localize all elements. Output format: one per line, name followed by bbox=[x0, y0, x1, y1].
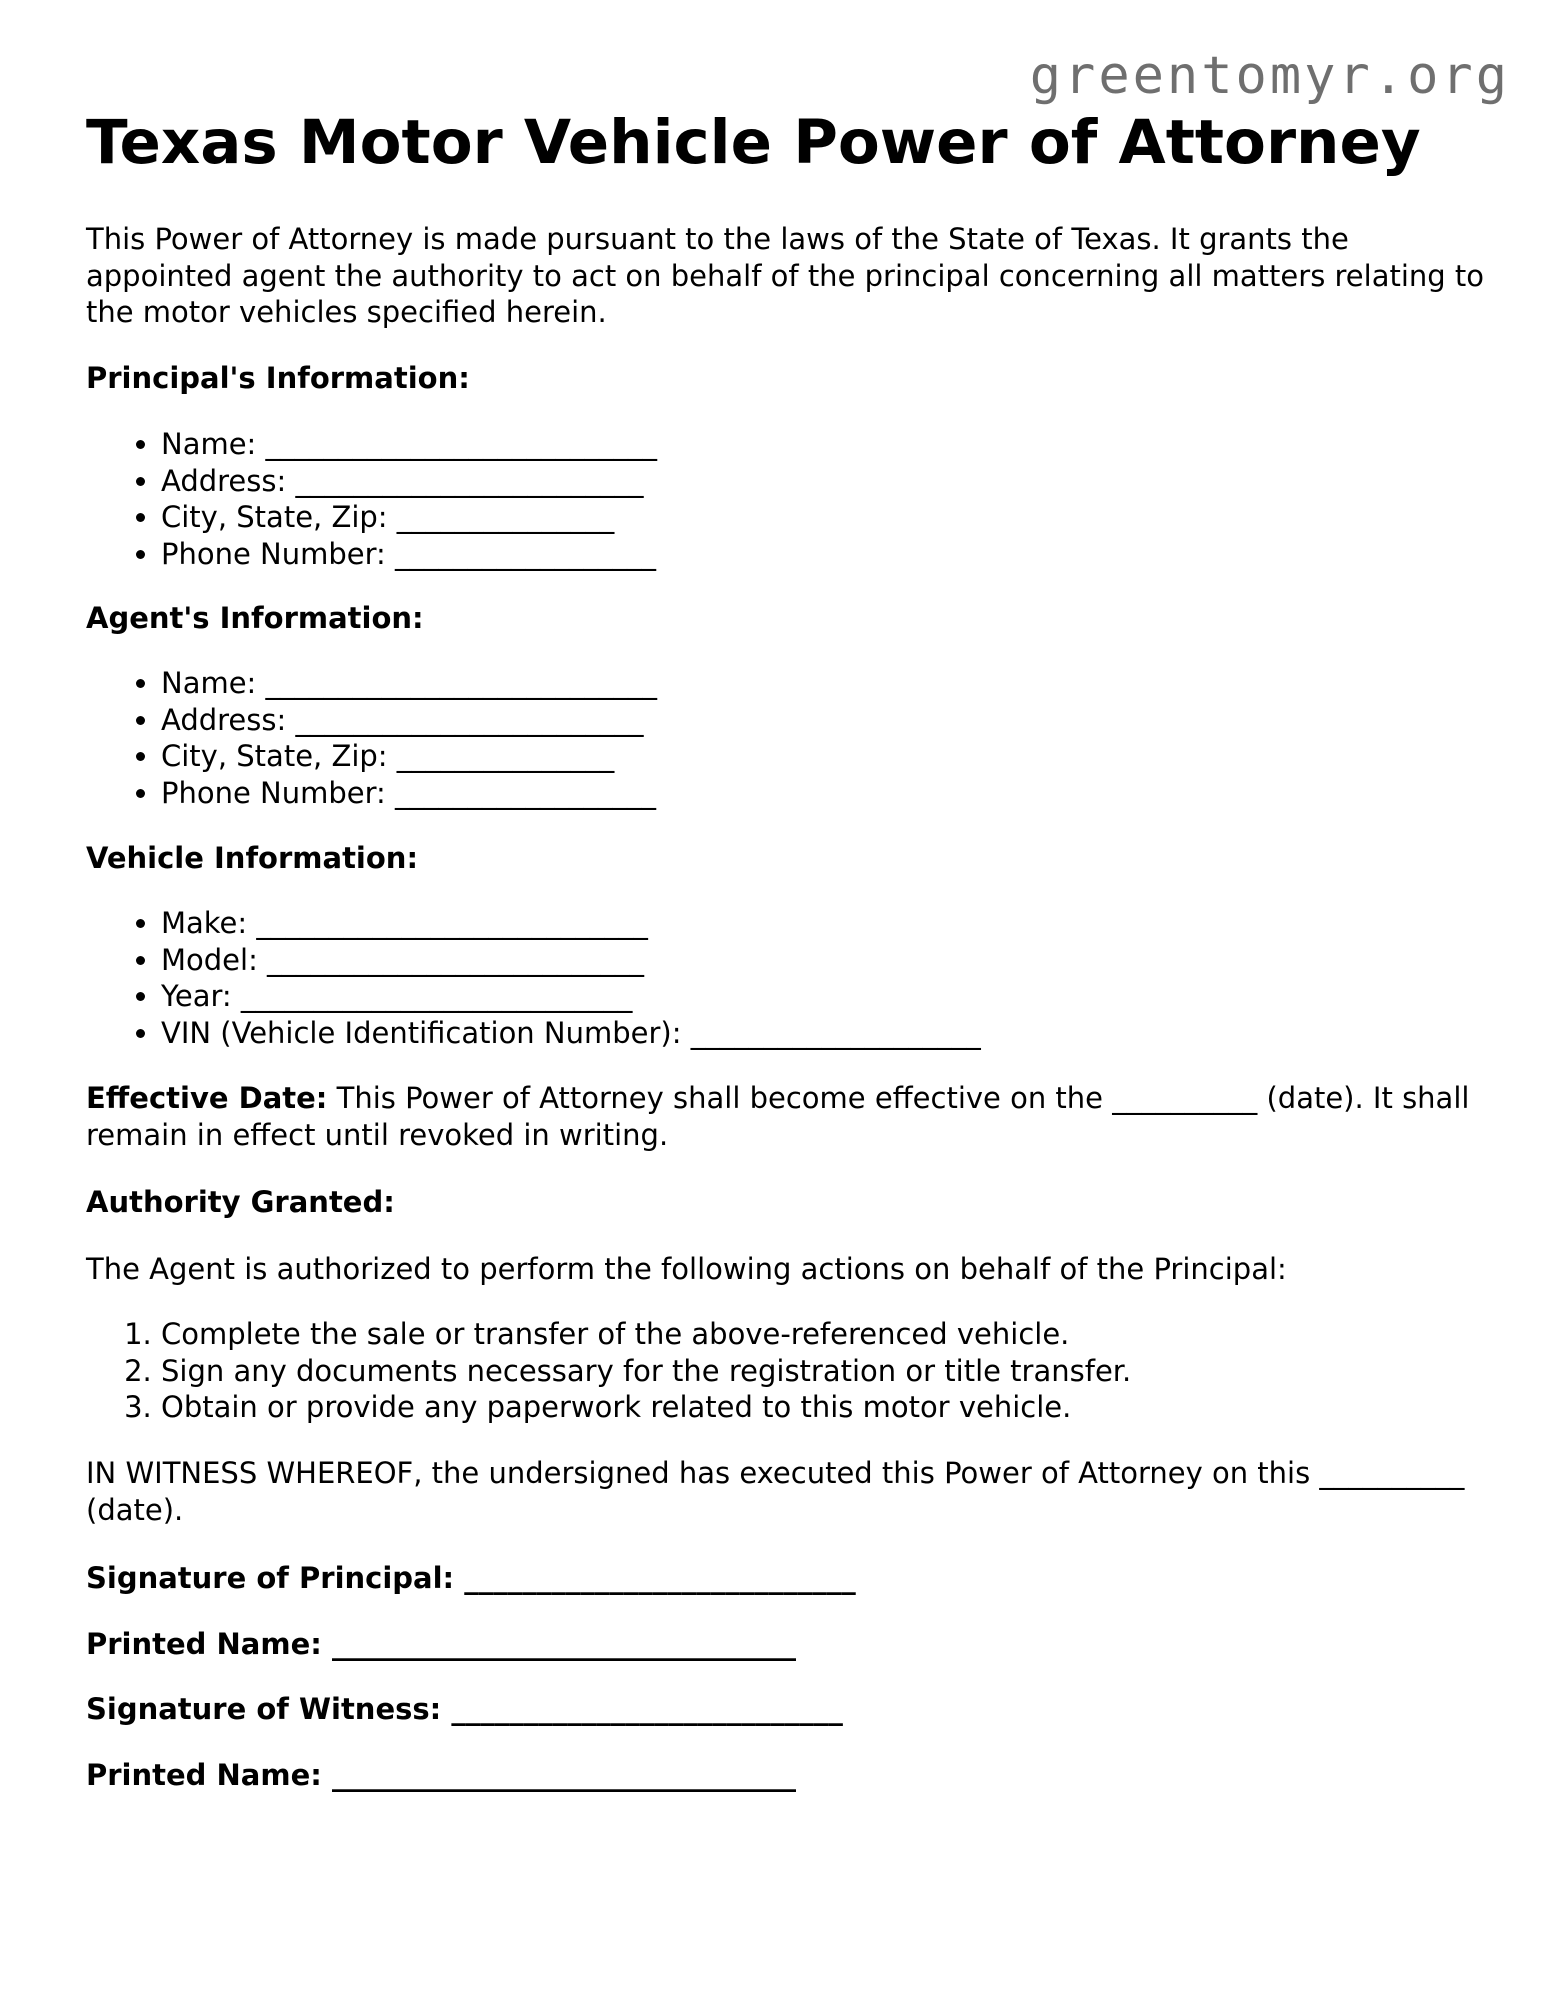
vehicle-make-field: • Make: ___________________________ bbox=[161, 905, 981, 942]
witness-printed-name-line: Printed Name: ________________________________ bbox=[86, 1758, 796, 1792]
principal-printed-name-line: Printed Name: ________________________________ bbox=[86, 1627, 796, 1661]
vehicle-year-field: • Year: ___________________________ bbox=[161, 978, 981, 1015]
principal-city-state-zip-field: • City, State, Zip: _______________ bbox=[161, 499, 657, 536]
agent-name-field: • Name: ___________________________ bbox=[161, 665, 657, 702]
intro-paragraph: This Power of Attorney is made pursuant to the laws of the State of Texas. It grants the appointed agent the authority to act on behalf of the principal concerning all matters relating to the motor vehicles specified herein. bbox=[86, 222, 1485, 329]
effective-date-paragraph bbox=[86, 1080, 1486, 1153]
agent-address-field: • Address: ________________________ bbox=[161, 702, 657, 739]
witness-clause: IN WITNESS WHEREOF, the undersigned has executed this Power of Attorney on this __________ (date). bbox=[86, 1456, 1465, 1527]
agent-fields bbox=[86, 665, 657, 811]
authority-heading: Authority Granted: bbox=[86, 1185, 395, 1219]
agent-city-state-zip-field: • City, State, Zip: _______________ bbox=[161, 738, 657, 775]
principal-address-field: • Address: ________________________ bbox=[161, 463, 657, 500]
principal-name-field: • Name: ___________________________ bbox=[161, 426, 657, 463]
authority-item: 3. Obtain or provide any paperwork related to this motor vehicle. bbox=[161, 1389, 1131, 1426]
authority-list bbox=[86, 1316, 1131, 1426]
principal-heading: Principal's Information: bbox=[86, 361, 470, 395]
agent-heading: Agent's Information: bbox=[86, 601, 424, 635]
witness-signature-line: Signature of Witness: ___________________________ bbox=[86, 1692, 843, 1726]
effective-date-text: This Power of Attorney shall become effective on the __________ (date). It shall remain in effect until revoked in writing. bbox=[86, 1081, 1470, 1152]
authority-item: 2. Sign any documents necessary for the registration or title transfer. bbox=[161, 1353, 1131, 1390]
vehicle-heading: Vehicle Information: bbox=[86, 841, 419, 875]
agent-phone-field: • Phone Number: __________________ bbox=[161, 775, 657, 812]
principal-signature-line: Signature of Principal: ___________________________ bbox=[86, 1561, 856, 1595]
authority-item: 1. Complete the sale or transfer of the above-referenced vehicle. bbox=[161, 1316, 1131, 1353]
vehicle-fields bbox=[86, 905, 981, 1051]
principal-phone-field: • Phone Number: __________________ bbox=[161, 536, 657, 573]
effective-date-label: Effective Date: bbox=[86, 1081, 328, 1115]
vehicle-model-field: • Model: __________________________ bbox=[161, 942, 981, 979]
watermark: greentomyr.org bbox=[1029, 46, 1510, 106]
page-title: Texas Motor Vehicle Power of Attorney bbox=[86, 107, 1421, 178]
principal-fields bbox=[86, 426, 657, 572]
vehicle-vin-field: • VIN (Vehicle Identification Number): ____________________ bbox=[161, 1015, 981, 1052]
authority-intro: The Agent is authorized to perform the following actions on behalf of the Principal: bbox=[86, 1252, 1287, 1286]
